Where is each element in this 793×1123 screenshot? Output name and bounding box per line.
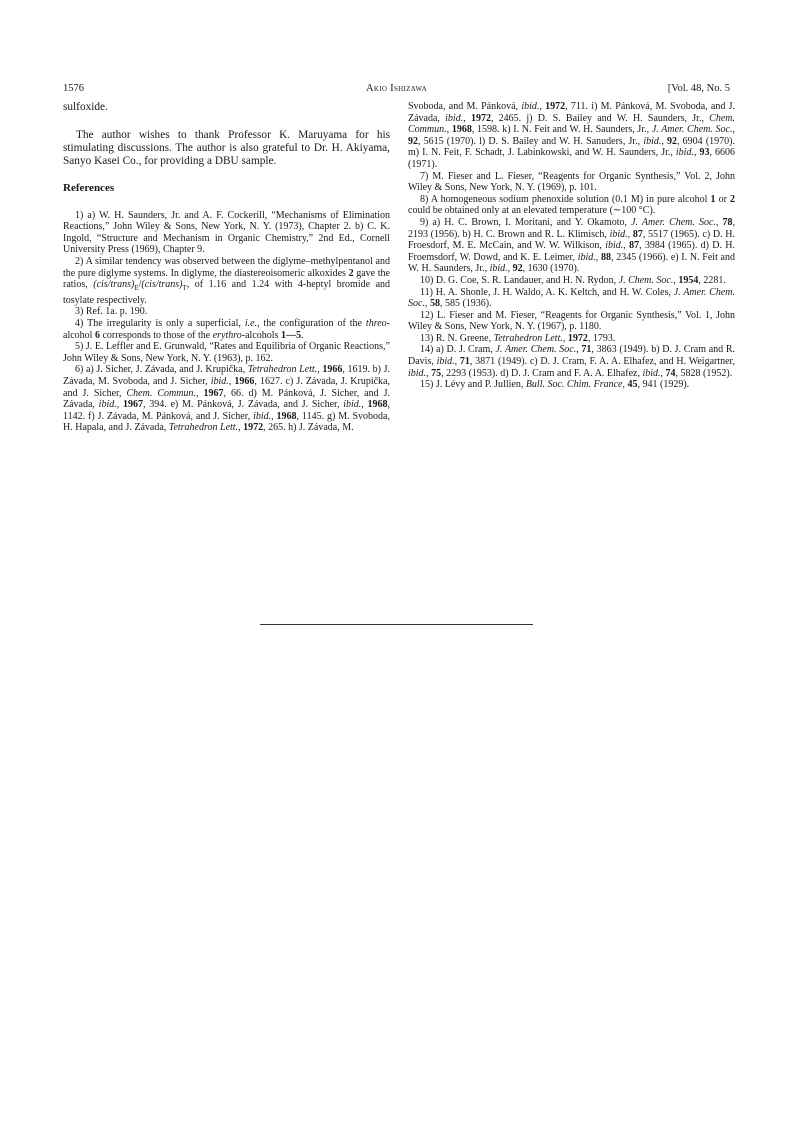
reference-1: 1) a) W. H. Saunders, Jr. and A. F. Cockerill, “Mechanisms of Elimination Reactions,” John Wiley & Sons, New York, N. Y. (1973), Chapter 2. b) C. K. Ingold, “Structure and Mechanism in Organic Chemistry,” 2nd Ed., Cornell University Press (1969), Chapter 9. [63,209,390,256]
reference-6-continued: Svoboda, and M. Pánková, ibid., 1972, 711. i) M. Pánková, M. Svoboda, and J. Závada, ibid., 1972, 2465. j) D. S. Bailey and W. H. Saunders, Jr., Chem. Commun., 1968, 1598. k) I. N. Feit and W. H. Saunders, Jr., J. Amer. Chem. Soc., 92, 5615 (1970). l) D. S. Bailey and W. H. Sanuders, Jr., ibid., 92, 6904 (1970). m) I. N. Feit, F. Schadt, J. Labinkowski, and W. H. Saunders, Jr., ibid., 93, 6606 (1971). [408,101,736,170]
reference-15: 15) J. Lévy and P. Jullien, Bull. Soc. Chim. France, 45, 941 (1929). [420,379,690,391]
page-number: 1576 [63,83,84,94]
reference-7: 7) M. Fieser and L. Fieser, “Reagents for Organic Synthesis,” Vol. 2, John Wiley & Sons, New York, N. Y. (1969), p. 101. [408,170,735,194]
reference-6: 6) a) J. Sicher, J. Závada, and J. Krupička, Tetrahedron Lett., 1966, 1619. b) J. Závada, M. Svoboda, and J. Sicher, ibid., 1966, 1627. c) J. Závada, J. Krupička, and J. Sicher, Chem. Commun., 1967, 66. d) M. Pánková, J. Sicher, and J. Závada, ibid., 1967, 394. e) M. Pánková, J. Závada, and J. Sicher, ibid., 1968, 1142. f) J. Závada, M. Pánková, and J. Sicher, ibid., 1968, 1145. g) M. Svoboda, H. Hapala, and J. Závada, Tetrahedron Lett., 1972, 265. h) J. Závada, M. [63,364,391,434]
volume-info: [Vol. 48, No. 5 [667,83,730,94]
reference-9: 9) a) H. C. Brown, I. Moritani, and Y. Okamoto, J. Amer. Chem. Soc., 78, 2193 (1956). b) H. C. Brown and R. L. Klimisch, ibid., 87, 5517 (1965). c) D. H. Froesdorf, M. E. McCain, and W. W. Wilkison, ibid., 87, 3984 (1965). d) D. H. Froemsdorf, W. Dowd, and K. E. Leimer, ibid., 88, 2345 (1966). e) I. N. Feit and W. H. Saunders, Jr., ibid., 92, 1630 (1970). [408,216,736,275]
reference-3: 3) Ref. 1a. p. 190. [75,306,148,318]
reference-10: 10) D. G. Coe, S. R. Landauer, and H. N. Rydon, J. Chem. Soc., 1954, 2281. [420,274,726,286]
right-column [408,101,735,391]
reference-2: 2) A similar tendency was observed between the diglyme–methylpentanol and the pure diglyme systems. In diglyme, the diastereoisomeric alkoxides 2 gave the ratios, $(cis/trans)_E/(cis/trans)_T$, of 1.16 and 1.24 with 4-heptyl bromide and tosylate respectively. [63,255,391,306]
reference-12: 12) L. Fieser and M. Fieser, “Reagents for Organic Synthesis,” Vol. 1, John Wiley & Sons, New York, N. Y. (1967), p. 1180. [408,309,735,333]
reference-5: 5) J. E. Leffler and E. Grunwald, “Rates and Equilibria of Organic Reactions,” John Wiley & Sons, New York, N. Y. (1963), p. 162. [63,341,390,364]
reference-11: 11) H. A. Shonle, J. H. Waldo, A. K. Keltch, and H. W. Coles, J. Amer. Chem. Soc., 58, 585 (1936). [408,286,735,310]
reference-4: 4) The irregularity is only a superficial, i.e., the configuration of the threo-alcohol 6 corresponds to those of the erythro-alcohols 1—5. [63,317,391,341]
acknowledgement: The author wishes to thank Professor K. Maruyama for his stimulating discussions. The author is also grateful to Dr. H. Akiyama, Sanyo Kasei Co., for providing a DBU sample. [63,129,390,167]
sulfoxide-line: sulfoxide. [63,101,108,113]
left-column [63,101,390,434]
end-rule [260,624,533,625]
reference-14: 14) a) D. J. Cram, J. Amer. Chem. Soc., 71, 3863 (1949). b) D. J. Cram and R. Davis, ibid., 71, 3871 (1949). c) D. J. Cram, F. A. A. Elhafez, and H. Weigartner, ibid., 75, 2293 (1953). d) D. J. Cram and F. A. A. Elhafez, ibid., 74, 5828 (1952). [408,344,736,379]
running-head-author: Akio Ishizawa [366,83,427,94]
reference-13: 13) R. N. Greene, Tetrahedron Lett., 1972, 1793. [420,332,616,344]
reference-8: 8) A homogeneous sodium phenoxide solution (0.1 M) in pure alcohol 1 or 2 could be obtained only at an elevated temperature (∼100 °C). [408,193,735,217]
references-heading: References [63,182,115,194]
